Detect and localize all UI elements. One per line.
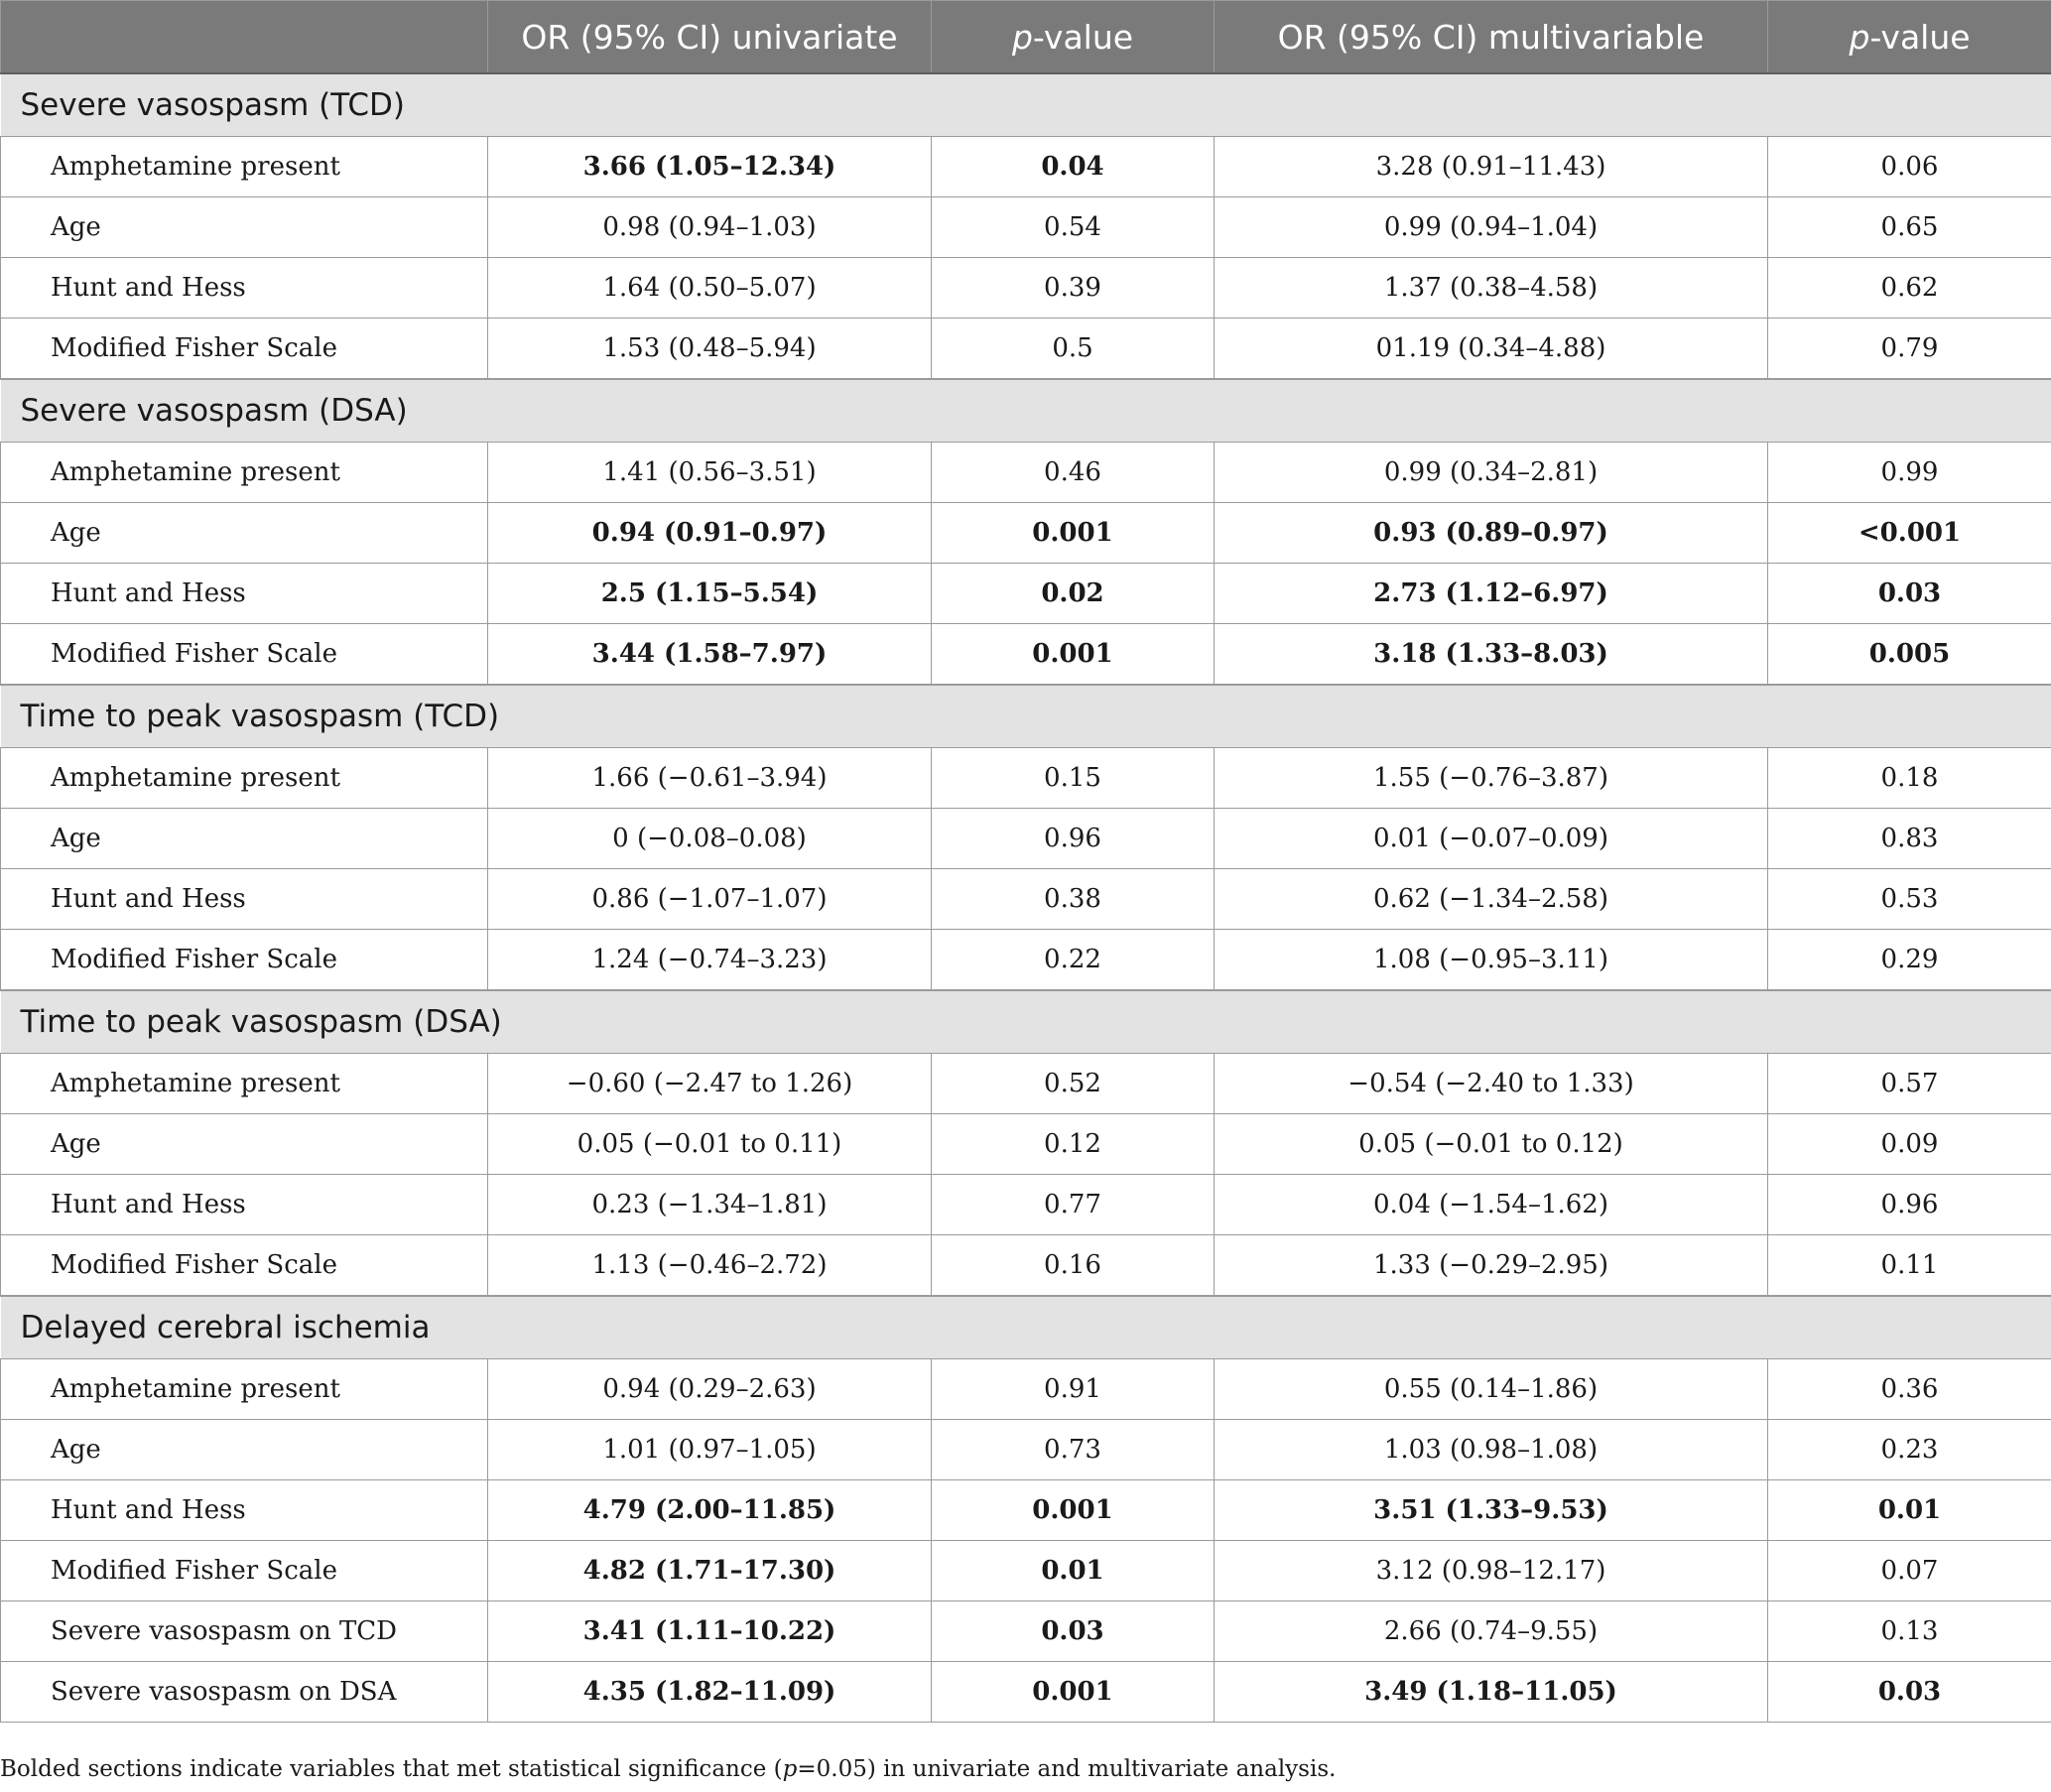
or-univariate-cell: 0 (−0.08–0.08) xyxy=(488,809,932,869)
section-header-row xyxy=(1,379,2051,443)
header-p-value-univariate xyxy=(932,1,1215,74)
p-value-multivariable-cell: 0.23 xyxy=(1768,1420,2051,1480)
p-value-multivariable-cell: 0.62 xyxy=(1768,258,2051,319)
table-footnote xyxy=(0,1756,1336,1782)
table-row xyxy=(1,258,2051,319)
variable-label-cell: Amphetamine present xyxy=(1,1054,488,1114)
p-value-univariate-cell: 0.01 xyxy=(932,1541,1215,1601)
or-multivariable-cell: 3.49 (1.18–11.05) xyxy=(1215,1662,1768,1723)
table-row xyxy=(1,930,2051,991)
p-value-univariate-cell: 0.02 xyxy=(932,564,1215,624)
variable-label-cell: Hunt and Hess xyxy=(1,258,488,319)
p-value-multivariable-cell: 0.36 xyxy=(1768,1359,2051,1420)
or-univariate-cell: 1.01 (0.97–1.05) xyxy=(488,1420,932,1480)
or-univariate-cell: 1.24 (−0.74–3.23) xyxy=(488,930,932,991)
or-multivariable-cell: 1.33 (−0.29–2.95) xyxy=(1215,1235,1768,1297)
variable-label-cell: Amphetamine present xyxy=(1,443,488,503)
header-p-italic: p xyxy=(1849,17,1870,57)
footnote-text-after: =0.05) in univariate and multivariate analysis. xyxy=(797,1756,1337,1782)
header-p-italic: p xyxy=(1011,17,1033,57)
header-p-rest: -value xyxy=(1869,17,1971,57)
or-univariate-cell: 0.23 (−1.34–1.81) xyxy=(488,1175,932,1235)
p-value-univariate-cell: 0.001 xyxy=(932,503,1215,564)
table-row xyxy=(1,319,2051,380)
or-univariate-cell: 2.5 (1.15–5.54) xyxy=(488,564,932,624)
variable-label-cell: Hunt and Hess xyxy=(1,1175,488,1235)
table-row xyxy=(1,564,2051,624)
or-multivariable-cell: 3.18 (1.33–8.03) xyxy=(1215,624,1768,686)
p-value-univariate-cell: 0.15 xyxy=(932,748,1215,809)
section-header-row xyxy=(1,990,2051,1054)
variable-label-cell: Modified Fisher Scale xyxy=(1,930,488,991)
p-value-multivariable-cell: 0.96 xyxy=(1768,1175,2051,1235)
variable-label-cell: Age xyxy=(1,809,488,869)
variable-label-cell: Severe vasospasm on TCD xyxy=(1,1601,488,1662)
or-multivariable-cell: 01.19 (0.34–4.88) xyxy=(1215,319,1768,380)
p-value-multivariable-cell: 0.53 xyxy=(1768,869,2051,930)
or-univariate-cell: 0.98 (0.94–1.03) xyxy=(488,197,932,258)
p-value-multivariable-cell: 0.09 xyxy=(1768,1114,2051,1175)
table-row xyxy=(1,1359,2051,1420)
p-value-univariate-cell: 0.001 xyxy=(932,624,1215,686)
header-or-univariate: OR (95% CI) univariate xyxy=(488,1,932,74)
p-value-multivariable-cell: 0.11 xyxy=(1768,1235,2051,1297)
table-row xyxy=(1,1235,2051,1297)
p-value-univariate-cell: 0.38 xyxy=(932,869,1215,930)
table-row xyxy=(1,809,2051,869)
or-multivariable-cell: 0.93 (0.89–0.97) xyxy=(1215,503,1768,564)
section-title: Time to peak vasospasm (DSA) xyxy=(1,990,2051,1054)
variable-label-cell: Hunt and Hess xyxy=(1,869,488,930)
or-multivariable-cell: 3.12 (0.98–12.17) xyxy=(1215,1541,1768,1601)
variable-label-cell: Amphetamine present xyxy=(1,1359,488,1420)
or-multivariable-cell: 2.66 (0.74–9.55) xyxy=(1215,1601,1768,1662)
header-p-value-multivariable xyxy=(1768,1,2051,74)
or-univariate-cell: 4.35 (1.82–11.09) xyxy=(488,1662,932,1723)
or-univariate-cell: 0.94 (0.29–2.63) xyxy=(488,1359,932,1420)
p-value-multivariable-cell: 0.06 xyxy=(1768,137,2051,197)
p-value-multivariable-cell: 0.65 xyxy=(1768,197,2051,258)
variable-label-cell: Age xyxy=(1,503,488,564)
header-p-rest: -value xyxy=(1032,17,1134,57)
table-row xyxy=(1,624,2051,686)
or-multivariable-cell: 0.55 (0.14–1.86) xyxy=(1215,1359,1768,1420)
or-univariate-cell: 1.64 (0.50–5.07) xyxy=(488,258,932,319)
or-univariate-cell: 4.79 (2.00–11.85) xyxy=(488,1480,932,1541)
section-title: Delayed cerebral ischemia xyxy=(1,1296,2051,1359)
section-header-row xyxy=(1,685,2051,748)
table-row xyxy=(1,197,2051,258)
variable-label-cell: Modified Fisher Scale xyxy=(1,1235,488,1297)
p-value-univariate-cell: 0.001 xyxy=(932,1662,1215,1723)
or-univariate-cell: 0.05 (−0.01 to 0.11) xyxy=(488,1114,932,1175)
p-value-univariate-cell: 0.73 xyxy=(932,1420,1215,1480)
p-value-multivariable-cell: 0.03 xyxy=(1768,1662,2051,1723)
table-row xyxy=(1,1114,2051,1175)
or-multivariable-cell: 1.37 (0.38–4.58) xyxy=(1215,258,1768,319)
or-univariate-cell: 0.94 (0.91–0.97) xyxy=(488,503,932,564)
p-value-univariate-cell: 0.96 xyxy=(932,809,1215,869)
variable-label-cell: Modified Fisher Scale xyxy=(1,624,488,686)
p-value-univariate-cell: 0.22 xyxy=(932,930,1215,991)
variable-label-cell: Age xyxy=(1,1114,488,1175)
p-value-univariate-cell: 0.54 xyxy=(932,197,1215,258)
or-multivariable-cell: 1.55 (−0.76–3.87) xyxy=(1215,748,1768,809)
table-row xyxy=(1,869,2051,930)
p-value-univariate-cell: 0.39 xyxy=(932,258,1215,319)
variable-label-cell: Hunt and Hess xyxy=(1,1480,488,1541)
variable-label-cell: Amphetamine present xyxy=(1,137,488,197)
section-header-row xyxy=(1,73,2051,137)
table-row xyxy=(1,1175,2051,1235)
p-value-multivariable-cell: 0.005 xyxy=(1768,624,2051,686)
p-value-multivariable-cell: 0.29 xyxy=(1768,930,2051,991)
or-multivariable-cell: 3.28 (0.91–11.43) xyxy=(1215,137,1768,197)
or-univariate-cell: 0.86 (−1.07–1.07) xyxy=(488,869,932,930)
or-univariate-cell: 1.13 (−0.46–2.72) xyxy=(488,1235,932,1297)
or-univariate-cell: 3.41 (1.11–10.22) xyxy=(488,1601,932,1662)
p-value-multivariable-cell: 0.79 xyxy=(1768,319,2051,380)
p-value-univariate-cell: 0.46 xyxy=(932,443,1215,503)
header-row xyxy=(1,1,2051,74)
or-multivariable-cell: −0.54 (−2.40 to 1.33) xyxy=(1215,1054,1768,1114)
section-header-row xyxy=(1,1296,2051,1359)
or-multivariable-cell: 0.05 (−0.01 to 0.12) xyxy=(1215,1114,1768,1175)
p-value-univariate-cell: 0.91 xyxy=(932,1359,1215,1420)
variable-label-cell: Age xyxy=(1,197,488,258)
p-value-univariate-cell: 0.77 xyxy=(932,1175,1215,1235)
or-multivariable-cell: 1.03 (0.98–1.08) xyxy=(1215,1420,1768,1480)
p-value-multivariable-cell: 0.07 xyxy=(1768,1541,2051,1601)
header-variable xyxy=(1,1,488,74)
table-row xyxy=(1,137,2051,197)
variable-label-cell: Modified Fisher Scale xyxy=(1,1541,488,1601)
or-multivariable-cell: 0.04 (−1.54–1.62) xyxy=(1215,1175,1768,1235)
or-univariate-cell: −0.60 (−2.47 to 1.26) xyxy=(488,1054,932,1114)
section-title: Severe vasospasm (TCD) xyxy=(1,73,2051,137)
p-value-multivariable-cell: 0.99 xyxy=(1768,443,2051,503)
table-row xyxy=(1,1601,2051,1662)
p-value-multivariable-cell: <0.001 xyxy=(1768,503,2051,564)
or-univariate-cell: 1.53 (0.48–5.94) xyxy=(488,319,932,380)
header-or-multivariable: OR (95% CI) multivariable xyxy=(1215,1,1768,74)
or-multivariable-cell: 0.99 (0.94–1.04) xyxy=(1215,197,1768,258)
p-value-univariate-cell: 0.001 xyxy=(932,1480,1215,1541)
p-value-multivariable-cell: 0.13 xyxy=(1768,1601,2051,1662)
or-multivariable-cell: 3.51 (1.33–9.53) xyxy=(1215,1480,1768,1541)
table-row xyxy=(1,1662,2051,1723)
or-univariate-cell: 4.82 (1.71–17.30) xyxy=(488,1541,932,1601)
p-value-multivariable-cell: 0.18 xyxy=(1768,748,2051,809)
variable-label-cell: Severe vasospasm on DSA xyxy=(1,1662,488,1723)
or-multivariable-cell: 2.73 (1.12–6.97) xyxy=(1215,564,1768,624)
or-univariate-cell: 3.44 (1.58–7.97) xyxy=(488,624,932,686)
variable-label-cell: Hunt and Hess xyxy=(1,564,488,624)
variable-label-cell: Age xyxy=(1,1420,488,1480)
section-title: Severe vasospasm (DSA) xyxy=(1,379,2051,443)
table-row xyxy=(1,503,2051,564)
p-value-univariate-cell: 0.52 xyxy=(932,1054,1215,1114)
variable-label-cell: Amphetamine present xyxy=(1,748,488,809)
footnote-p-italic: p xyxy=(782,1756,798,1782)
or-univariate-cell: 3.66 (1.05–12.34) xyxy=(488,137,932,197)
variable-label-cell: Modified Fisher Scale xyxy=(1,319,488,380)
table-row xyxy=(1,1420,2051,1480)
p-value-multivariable-cell: 0.01 xyxy=(1768,1480,2051,1541)
p-value-univariate-cell: 0.03 xyxy=(932,1601,1215,1662)
p-value-multivariable-cell: 0.57 xyxy=(1768,1054,2051,1114)
or-univariate-cell: 1.41 (0.56–3.51) xyxy=(488,443,932,503)
or-multivariable-cell: 0.99 (0.34–2.81) xyxy=(1215,443,1768,503)
section-title: Time to peak vasospasm (TCD) xyxy=(1,685,2051,748)
footnote-text-before: Bolded sections indicate variables that met statistical significance ( xyxy=(0,1756,783,1782)
p-value-univariate-cell: 0.5 xyxy=(932,319,1215,380)
table-body xyxy=(1,73,2051,1723)
table-row xyxy=(1,1541,2051,1601)
p-value-univariate-cell: 0.16 xyxy=(932,1235,1215,1297)
p-value-multivariable-cell: 0.03 xyxy=(1768,564,2051,624)
table-row xyxy=(1,1054,2051,1114)
or-multivariable-cell: 1.08 (−0.95–3.11) xyxy=(1215,930,1768,991)
or-multivariable-cell: 0.01 (−0.07–0.09) xyxy=(1215,809,1768,869)
table-row xyxy=(1,748,2051,809)
or-univariate-cell: 1.66 (−0.61–3.94) xyxy=(488,748,932,809)
p-value-univariate-cell: 0.04 xyxy=(932,137,1215,197)
p-value-multivariable-cell: 0.83 xyxy=(1768,809,2051,869)
table-row xyxy=(1,1480,2051,1541)
or-multivariable-cell: 0.62 (−1.34–2.58) xyxy=(1215,869,1768,930)
table-row xyxy=(1,443,2051,503)
p-value-univariate-cell: 0.12 xyxy=(932,1114,1215,1175)
